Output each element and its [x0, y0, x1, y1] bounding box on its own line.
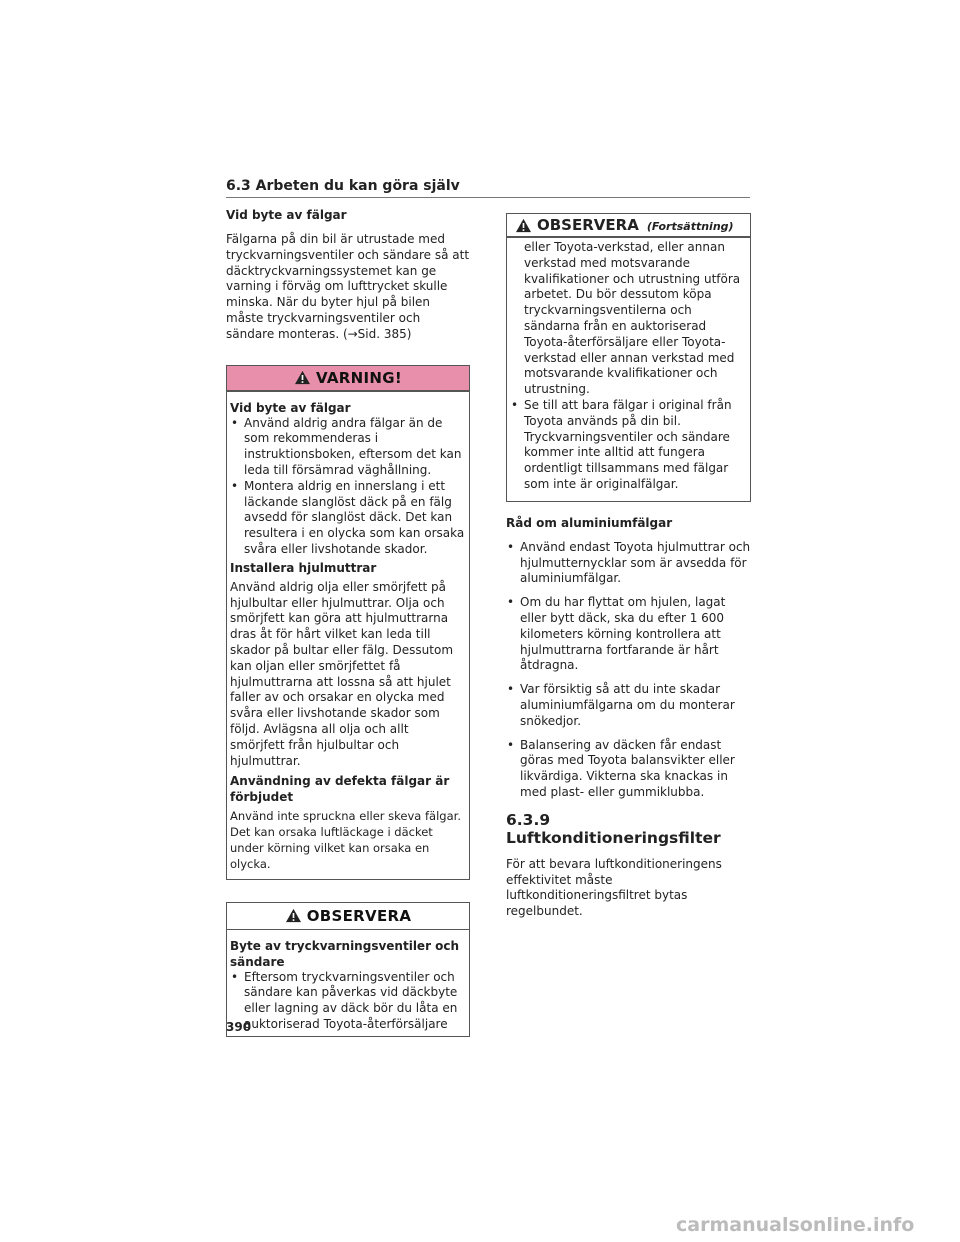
notice-continued-box: [506, 213, 751, 502]
warning-list-1: [230, 416, 465, 558]
warning-body: [227, 392, 469, 879]
section-header: 6.3 Arbeten du kan göra själv: [226, 178, 750, 198]
notice-title: OBSERVERA: [306, 906, 412, 925]
warning-subtitle-1: Vid byte av fälgar: [230, 400, 351, 415]
notice-continued-body: [507, 238, 750, 501]
intro-paragraph: Fälgarna på din bil är utrustade med tryckvarningsventiler och sändare så att däcktryckvarningssystemet kan ge varning i förväg om lufttrycket skulle minska. När du byter hjul på bilen måste tryckvarningsventiler och sändare monteras. (→Sid. 385): [226, 232, 470, 341]
notice-continued-list: [510, 398, 746, 493]
list-item: • Om du har flyttat om hjulen, lagat eller bytt däck, ska du efter 1 600 kilometers körning kontrollera att hjulmuttrarna fortfarande är hårt åtdragna.: [506, 595, 751, 674]
warning-title: VARNING!: [316, 368, 402, 387]
notice-header: [227, 903, 469, 930]
list-item: • Använd endast Toyota hjulmuttrar och hjulmutternycklar som är avsedda för aluminiumfälgar.: [506, 540, 751, 587]
list-item: • Montera aldrig en innerslang i ett läckande slanglöst däck på en fälg avsedd för slanglöst däck. Det kan resultera i en olycka som kan orsaka svåra eller livshotande skador.: [230, 479, 465, 558]
warning-subtitle-3: Användning av defekta fälgar är förbjudet: [230, 774, 450, 805]
warning-box: [226, 365, 470, 880]
watermark-text: carmanualsonline.info: [676, 1214, 915, 1236]
list-item: • Balansering av däcken får endast göras med Toyota balansvikter eller likvärdiga. Vikterna ska knackas in med plast- eller gummiklubba.: [506, 738, 751, 801]
subheading-rim-change: Vid byte av fälgar: [226, 208, 347, 222]
warning-triangle-icon: [285, 908, 302, 923]
warning-paragraph-3: Använd inte spruckna eller skeva fälgar. Det kan orsaka luftläckage i däcket under körning vilket kan orsaka en olycka.: [230, 809, 461, 871]
left-column: [226, 207, 470, 1037]
section-heading-filter: 6.3.9 Luftkonditioneringsfilter: [506, 810, 721, 847]
notice-list: [230, 970, 465, 1033]
warning-triangle-icon: [515, 218, 532, 233]
list-item: • Använd aldrig andra fälgar än de som rekommenderas i instruktionsboken, eftersom det kan leda till försämrad väghållning.: [230, 416, 465, 479]
list-item: • Se till att bara fälgar i original från Toyota används på din bil. Tryckvarningsventiler och sändare kommer inte alltid att fungera ordentligt tillsammans med fälgar som inte är originalfälgar.: [510, 398, 746, 493]
warning-subtitle-2: Installera hjulmuttrar: [230, 560, 377, 575]
warning-paragraph-2: Använd aldrig olja eller smörjfett på hjulbultar eller hjulmuttrar. Olja och smörjfett kan göra att hjulmuttrarna dras åt för hårt vilket kan leda till skador på bultar eller fälg. Dessutom kan oljan eller smörjfettet få hjulmuttrarna att lossna så att hjulet faller av och orsakar en olycka med svåra eller livshotande skador som följd. Avlägsna all olja och allt smörjfett från hjulbultar och hjulmuttrar.: [230, 579, 454, 768]
list-item: • Var försiktig så att du inte skadar aluminiumfälgarna om du monterar snökedjor.: [506, 682, 751, 729]
page-number: 390: [226, 1020, 252, 1034]
notice-continued-text: eller Toyota-verkstad, eller annan verkstad med motsvarande kvalifikationer och utrustning utföra arbetet. Du bör dessutom köpa tryckvarningsventilerna och sändarna från en auktoriserad Toyota-återförsäljare eller Toyota-verkstad eller annan verkstad med motsvarande kvalifikationer och utrustning.: [524, 240, 741, 397]
notice-body: [227, 930, 469, 1036]
subheading-aluminium: Råd om aluminiumfälgar: [506, 515, 673, 530]
list-item: • Eftersom tryckvarningsventiler och sändare kan påverkas vid däckbyte eller lagning av däck bör du låta en auktoriserad Toyota-återförsäljare: [230, 970, 465, 1033]
continued-tag: (Fortsättning): [646, 220, 734, 233]
filter-paragraph: För att bevara luftkonditioneringens effektivitet måste luftkonditioneringsfiltret bytas regelbundet.: [506, 856, 722, 919]
right-column: [506, 213, 751, 920]
notice-box: [226, 902, 470, 1037]
notice-subtitle: Byte av tryckvarningsventiler och sändare: [230, 938, 460, 969]
warning-header: [227, 366, 469, 392]
notice-continued-title: OBSERVERA: [537, 216, 639, 234]
warning-triangle-icon: [294, 370, 311, 385]
aluminium-list: [506, 540, 751, 801]
notice-continued-header: [507, 214, 750, 238]
